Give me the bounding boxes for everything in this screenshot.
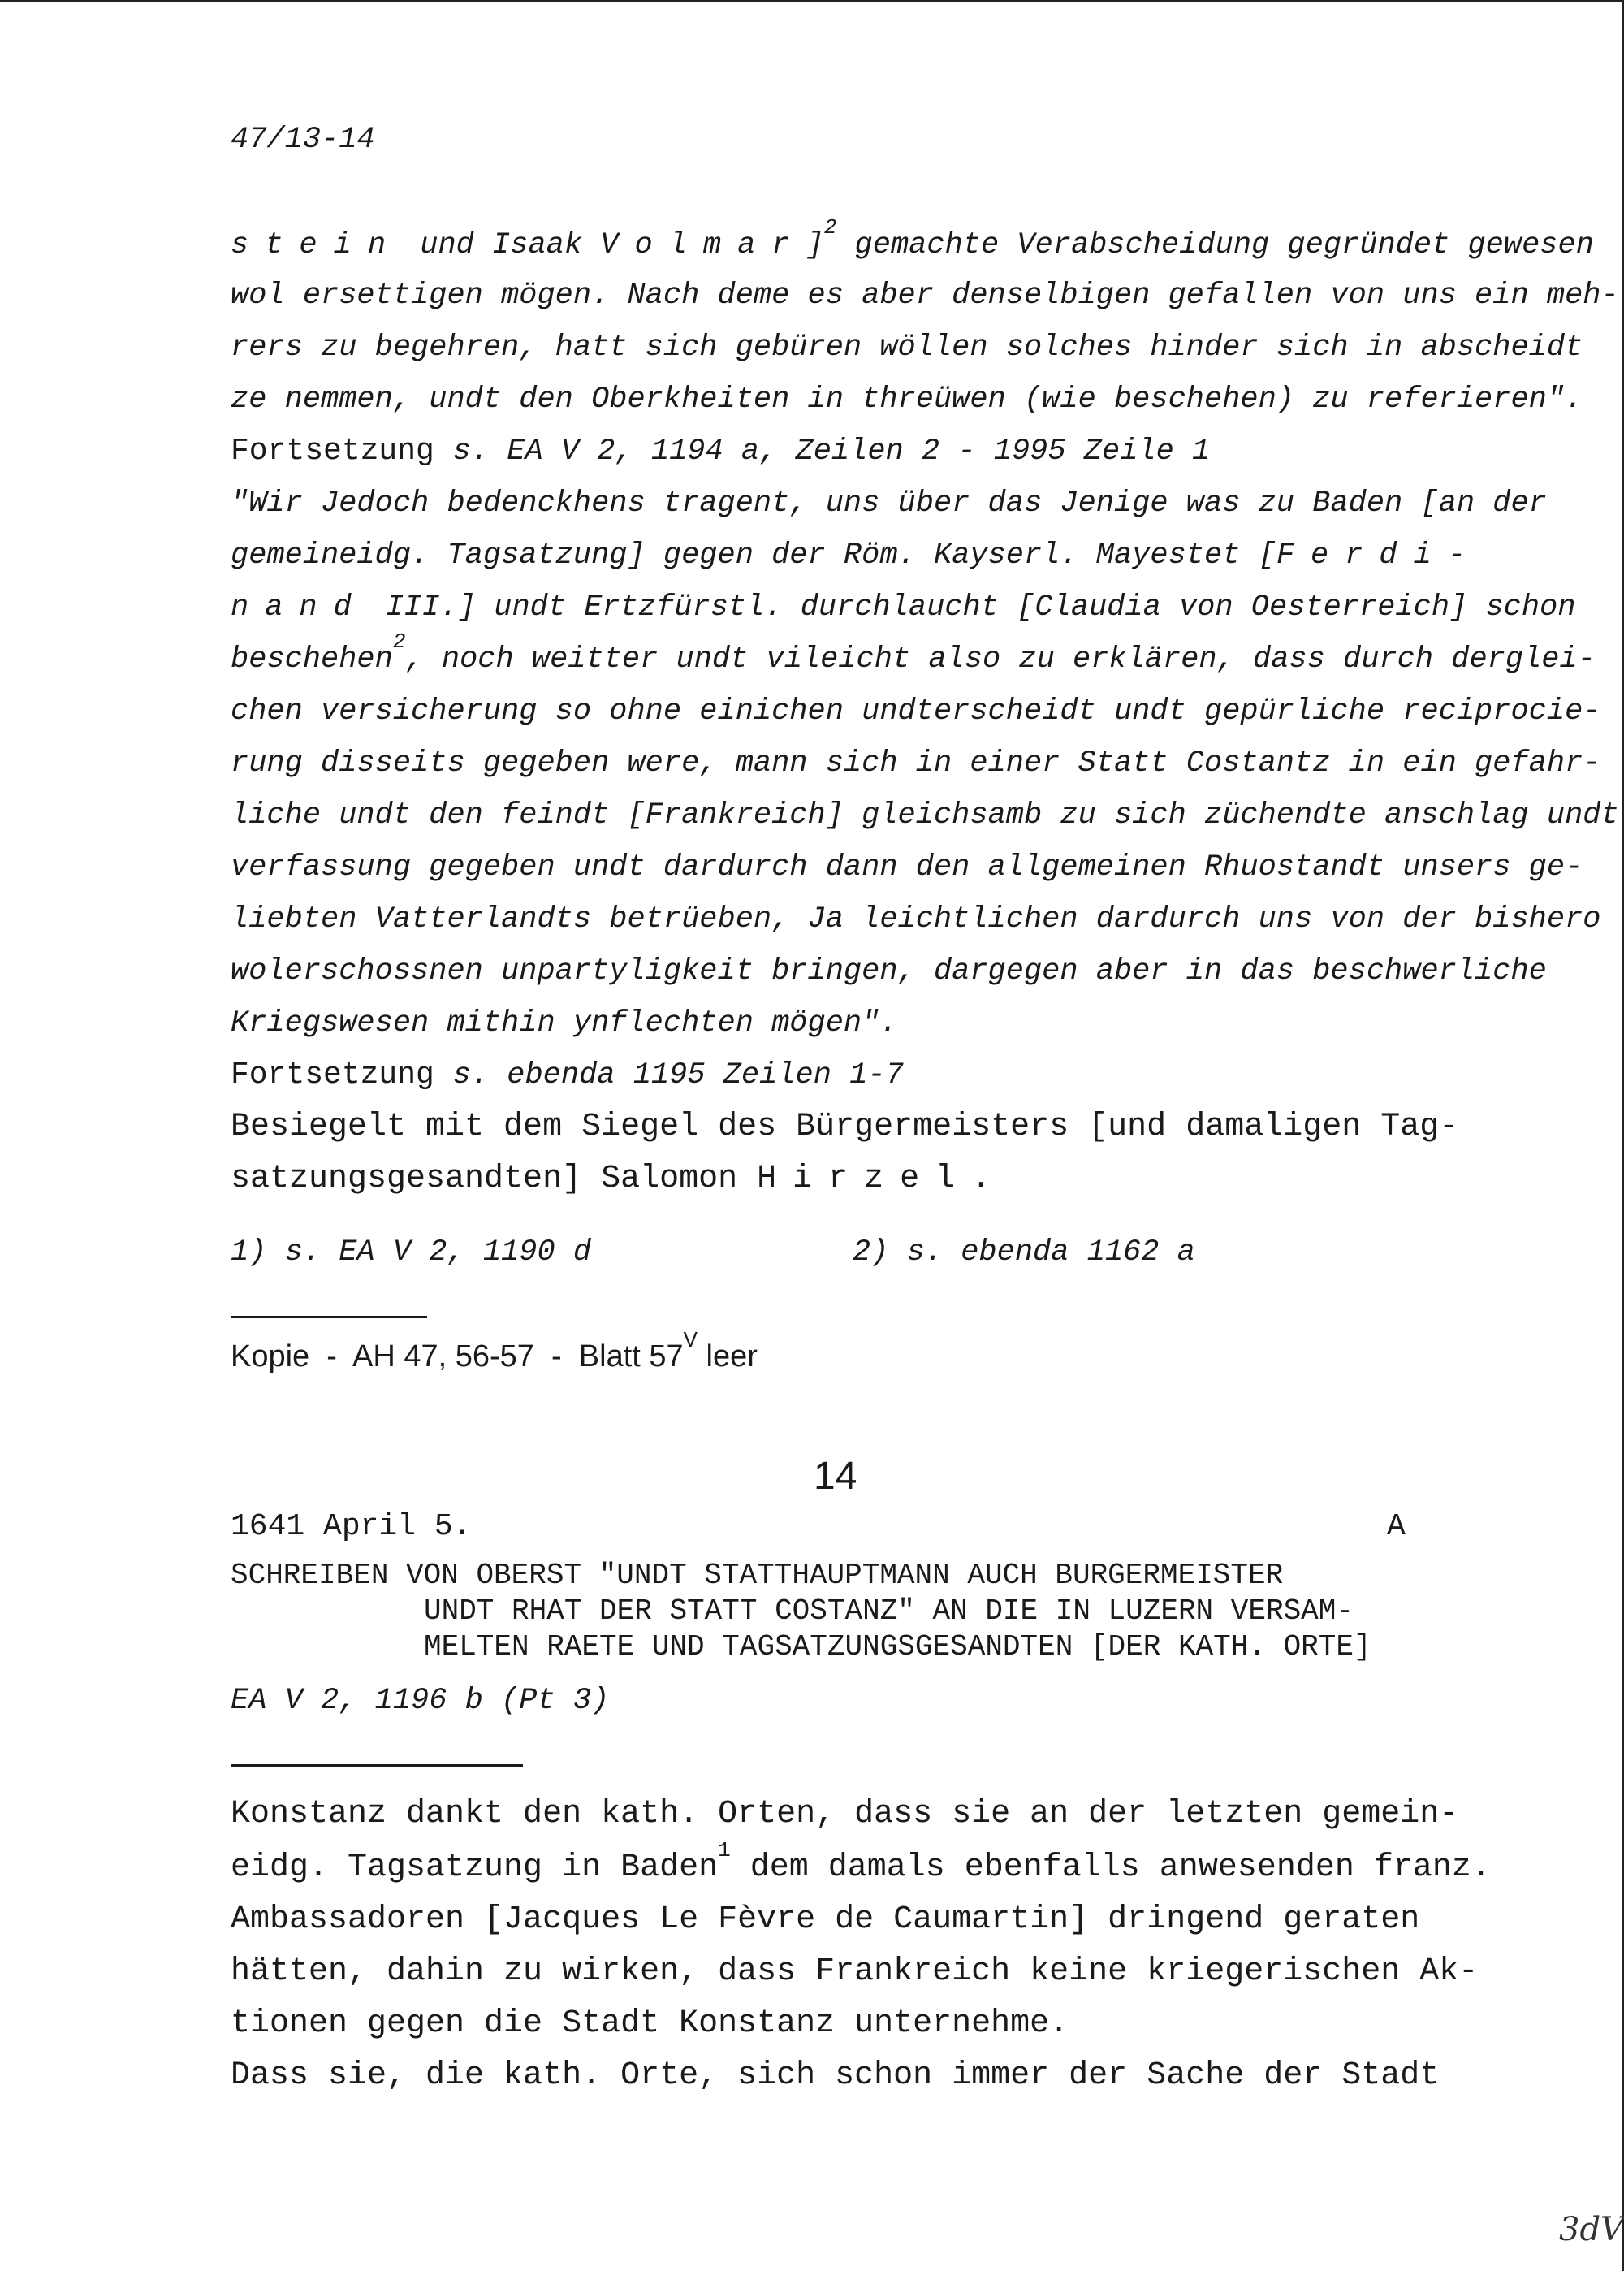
text-line: Fortsetzung s. EA V 2, 1194 a, Zeilen 2 - 1995 Zeile 1 [231, 434, 1211, 469]
text-line: liche undt den feindt [Frankreich] gleichsamb zu sich züchendte anschlag undt [231, 798, 1619, 833]
footnote-1: 1) s. EA V 2, 1190 d [231, 1235, 592, 1270]
text-line: satzungsgesandten] Salomon Hirzel. [231, 1161, 991, 1197]
text-line: rung disseits gegeben were, mann sich in einer Statt Costantz in ein gefahr- [231, 746, 1601, 781]
document-title-line: MELTEN RAETE UND TAGSATZUNGSGESANDTEN [DER KATH. ORTE] [424, 1630, 1371, 1663]
body-line: hätten, dahin zu wirken, dass Frankreich keine kriegerischen Ak- [231, 1953, 1479, 1990]
document-title-line: UNDT RHAT DER STATT COSTANZ" AN DIE IN LUZERN VERSAM- [424, 1594, 1354, 1628]
text-line: Besiegelt mit dem Siegel des Bürgermeisters [und damaligen Tag- [231, 1109, 1459, 1145]
text-line: gemeineidg. Tagsatzung] gegen der Röm. Kayserl. Mayestet [Ferdi- [231, 539, 1466, 573]
text-line: "Wir Jedoch bedenckhens tragent, uns über das Jenige was zu Baden [an der [231, 487, 1547, 521]
document-type: A [1387, 1509, 1406, 1544]
document-date: 1641 April 5. [231, 1509, 472, 1544]
source-line: Kopie - AH 47, 56-57 - Blatt $57^V$ leer [231, 1327, 758, 1373]
text-line: Fortsetzung s. ebenda 1195 Zeilen 1-7 [231, 1058, 904, 1092]
text-line: Kriegswesen mithin ynflechten mögen". [231, 1006, 898, 1040]
document-title-line: SCHREIBEN VON OBERST "UNDT STATTHAUPTMANN AUCH BURGERMEISTER [231, 1559, 1284, 1592]
text-line: chen versicherung so ohne einichen undterscheidt undt gepürliche reciprocie- [231, 694, 1601, 729]
body-line: Konstanz dankt den kath. Orten, dass sie an der letzten gemein- [231, 1796, 1459, 1832]
body-line: tionen gegen die Stadt Konstanz unternehme. [231, 2005, 1069, 2042]
text-line: beschehen$^2$, noch weitter undt vileicht also zu erklären, dass durch derglei- [231, 629, 1596, 677]
body-line: Dass sie, die kath. Orte, sich schon immer der Sache der Stadt [231, 2057, 1440, 2094]
separator-rule [231, 1764, 523, 1767]
page-edge-top [0, 0, 1624, 2]
document-number: 14 [814, 1455, 857, 1498]
body-line: eidg. Tagsatzung in Baden$^1$ dem damals ebenfalls anwesenden franz. [231, 1838, 1491, 1886]
text-line: wolerschossnen unpartyligkeit bringen, dargegen aber in das beschwerliche [231, 954, 1547, 988]
margin-note: 3dV [1559, 2211, 1624, 2248]
page-reference: 47/13-14 [231, 123, 375, 157]
body-line: Ambassadoren [Jacques Le Fèvre de Caumartin] dringend geraten [231, 1901, 1420, 1938]
text-line: wol ersettigen mögen. Nach deme es aber denselbigen gefallen von uns ein meh- [231, 279, 1619, 313]
text-line: rers zu begehren, hatt sich gebüren wöllen solches hinder sich in abscheidt [231, 331, 1583, 365]
text-line: liebten Vatterlandts betrüeben, Ja leichtlichen dardurch uns von der bishero [231, 902, 1601, 937]
text-line: ze nemmen, undt den Oberkheiten in threüwen (wie beschehen) zu referieren". [231, 383, 1583, 417]
separator-rule [231, 1316, 427, 1318]
footnote-2: 2) s. ebenda 1162 a [853, 1235, 1195, 1270]
text-line: verfassung gegeben undt dardurch dann den allgemeinen Rhuostandt unsers ge- [231, 850, 1583, 885]
document-reference: EA V 2, 1196 b (Pt 3) [231, 1684, 610, 1718]
text-line: nand III.] undt Ertzfürstl. durchlaucht [Claudia von Oesterreich] schon [231, 590, 1576, 625]
text-line: stein und Isaak Volmar]$^2$ gemachte Verabscheidung gegründet gewesen [231, 215, 1594, 262]
